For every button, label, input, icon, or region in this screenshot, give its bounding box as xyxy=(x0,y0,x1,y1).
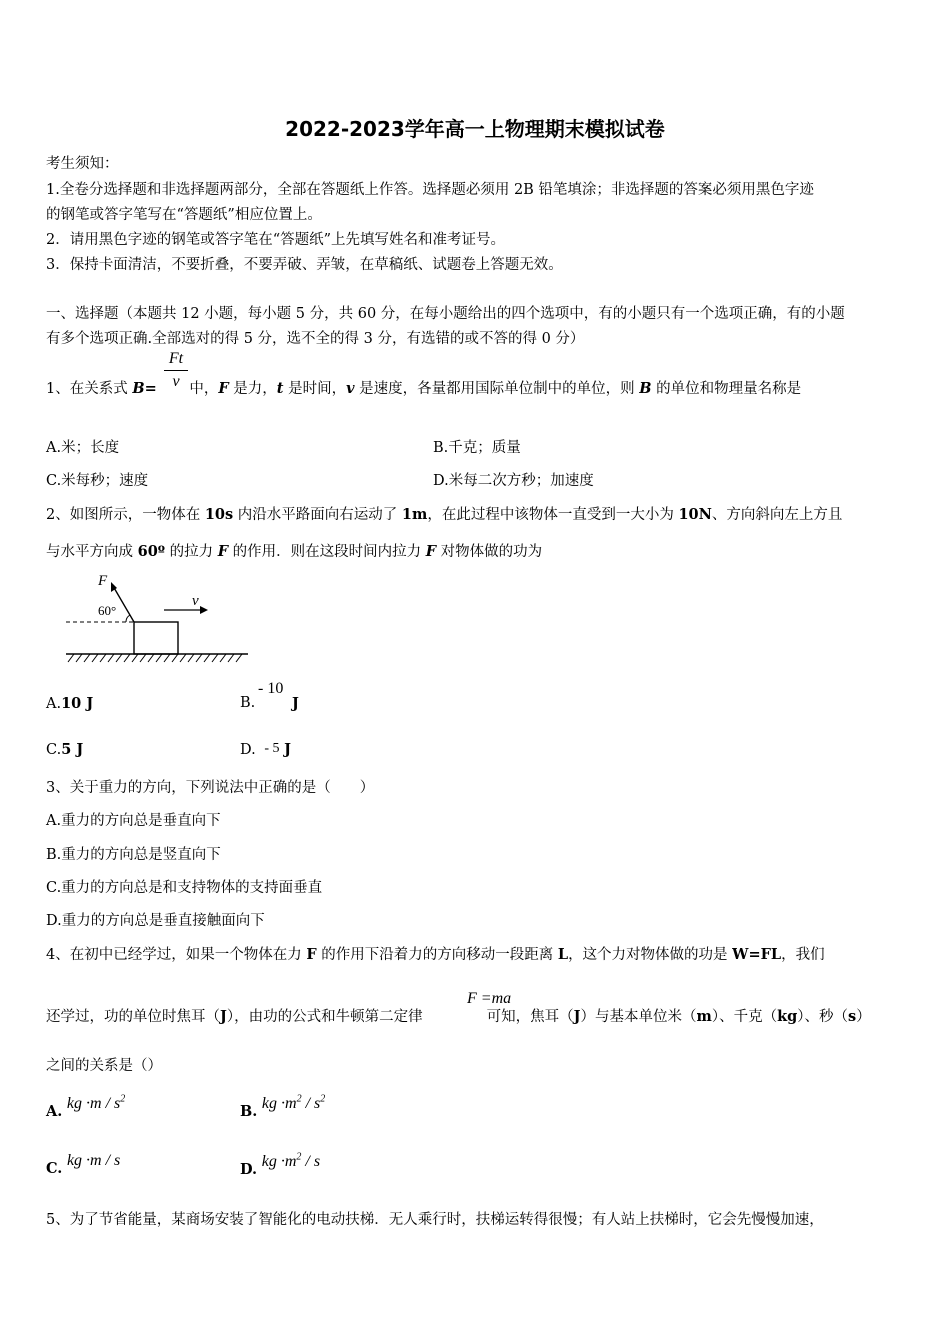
q1-option-c: C.米每秒；速度 xyxy=(46,473,149,489)
q2-text-b: 内沿水平路面向右运动了 xyxy=(233,507,402,523)
q4-text-b: 的作用下沿着力的方向移动一段距离 xyxy=(316,947,558,963)
q4-option-d-text1: kg ·m xyxy=(261,1153,297,1171)
q1-var-b: B xyxy=(639,380,652,397)
velocity-arrow-head xyxy=(200,606,208,614)
ground-hatching xyxy=(68,654,242,662)
q4-stem-line-3: 之间的关系是（） xyxy=(46,1058,162,1074)
q1-mid2: 是力， xyxy=(228,381,277,397)
q2-time: 10s xyxy=(204,506,234,523)
q3-stem: 3、关于重力的方向，下列说法中正确的是（ ） xyxy=(46,780,375,796)
q2-option-d-number: - 5 xyxy=(264,741,280,756)
q1-prefix: 1、在关系式 xyxy=(46,381,133,397)
q1-suffix: 的单位和物理量名称是 xyxy=(651,381,802,397)
q2-option-c-label: C. xyxy=(46,742,62,758)
q2-stem-line-2 xyxy=(46,540,542,561)
page-title: 2022-2023学年高一上物理期末模拟试卷 xyxy=(285,117,665,141)
q1-option-d: D.米每二次方秒；加速度 xyxy=(433,473,594,489)
q4-option-b-text1: kg ·m xyxy=(261,1095,297,1113)
q4-var-l: L xyxy=(557,946,569,963)
q1-fraction-denominator: v xyxy=(172,373,180,390)
q4-option-d-sup1: 2 xyxy=(296,1152,302,1163)
notice-heading: 考生须知： xyxy=(46,156,119,172)
q4-text-g: 可知，焦耳（ xyxy=(486,1009,574,1025)
q2-option-d-label: D. xyxy=(240,742,256,758)
q1-b-eq: B= xyxy=(132,380,157,397)
q4-option-b-text2: / s xyxy=(301,1095,321,1113)
q2-text-c: ，在此过程中该物体一直受到一大小为 xyxy=(427,507,679,523)
section-heading-line-1: 一、选择题（本题共 12 小题，每小题 5 分，共 60 分，在每小题给出的四个选项中，有的小题只有一个选项正确，有的小题 xyxy=(46,306,845,322)
q2-option-a-label: A. xyxy=(46,696,62,712)
q4-option-b-sup1: 2 xyxy=(296,1094,302,1105)
q1-mid3: 是时间， xyxy=(283,381,347,397)
notice-line-1: 1.全卷分选择题和非选择题两部分，全部在答题纸上作答。选择题必须用 2B 铅笔填涂；非选择题的答案必须用黑色字迹 xyxy=(46,182,814,198)
q4-var-f: F xyxy=(306,946,317,963)
notice-line-2: 的钢笔或答字笔写在“答题纸”相应位置上。 xyxy=(46,207,322,223)
q3-option-d: D.重力的方向总是垂直接触面向下 xyxy=(46,913,265,929)
q2-option-d xyxy=(240,741,291,759)
q4-text-c: ，这个力对物体做的功是 xyxy=(568,947,733,963)
q4-work-formula: W=FL xyxy=(732,946,782,963)
q2-text-d: 、方向斜向左上方且 xyxy=(711,507,843,523)
q2-option-c xyxy=(46,741,83,758)
q4-option-b-expr xyxy=(262,1095,325,1112)
q4-unit-s: s xyxy=(848,1008,857,1025)
q4-unit-j2: J xyxy=(573,1008,581,1025)
q2-distance: 1m xyxy=(401,506,428,523)
q4-text-h: ）与基本单位米（ xyxy=(580,1009,697,1025)
q4-option-a-expr xyxy=(67,1095,125,1112)
q4-stem-line-2 xyxy=(46,1005,871,1026)
q2-option-d-unit: J xyxy=(284,741,291,758)
q4-text-d: ，我们 xyxy=(781,947,825,963)
angle-arc xyxy=(126,615,130,622)
q2-option-a-value: 10 J xyxy=(61,695,94,712)
q4-unit-kg: kg xyxy=(777,1008,798,1025)
q1-stem xyxy=(46,377,801,398)
q2-var-f: F xyxy=(217,543,229,560)
q3-option-a: A.重力的方向总是垂直向下 xyxy=(46,813,221,829)
q4-unit-j1: J xyxy=(220,1008,227,1025)
q5-stem-line-1: 5、为了节省能量，某商场安装了智能化的电动扶梯．无人乘行时，扶梯运转得很慢；有人站上扶梯时，它会先慢慢加速， xyxy=(46,1212,824,1228)
q4-text-j: ）、秒（ xyxy=(797,1009,849,1025)
q4-option-b xyxy=(240,1094,326,1121)
q4-formula-text: F =ma xyxy=(467,990,512,1007)
q1-mid4: 是速度，各量都用国际单位制中的单位，则 xyxy=(354,381,640,397)
q4-unit-m: m xyxy=(696,1008,712,1025)
q2-text-a: 2、如图所示，一物体在 xyxy=(46,507,205,523)
q2-stem-line-1 xyxy=(46,503,842,524)
q2-option-a xyxy=(46,695,93,712)
q4-text-f: ），由功的公式和牛顿第二定律 xyxy=(226,1009,423,1025)
q2-option-b-number: - 10 xyxy=(258,680,284,697)
q3-option-c: C.重力的方向总是和支持物体的支持面垂直 xyxy=(46,880,323,896)
block xyxy=(134,622,178,654)
q4-option-c xyxy=(46,1152,121,1177)
q4-option-c-expr: kg ·m / s xyxy=(66,1152,121,1169)
q2-option-b-unit: J xyxy=(292,695,299,712)
q4-text-i: ）、千克（ xyxy=(711,1009,778,1025)
q4-option-a-text: kg ·m / s xyxy=(66,1095,121,1113)
notice-line-3: 2．请用黑色字迹的钢笔或答字笔在“答题纸”上先填写姓名和准考证号。 xyxy=(46,232,506,248)
q4-option-d-label: D. xyxy=(240,1161,258,1179)
q4-option-a-label: A. xyxy=(46,1103,63,1121)
q1-option-b: B.千克；质量 xyxy=(433,440,521,456)
q4-option-c-label: C. xyxy=(46,1160,63,1177)
q2-angle: 60º xyxy=(137,543,166,560)
q1-var-t: t xyxy=(276,380,284,397)
q2-figure xyxy=(56,568,256,668)
angle-label: 60° xyxy=(98,603,117,618)
q4-text-a: 4、在初中已经学过，如果一个物体在力 xyxy=(46,947,307,963)
section-heading-line-2: 有多个选项正确.全部选对的得 5 分，选不全的得 3 分，有选错的或不答的得 0 分） xyxy=(46,331,585,347)
q2-option-c-value: 5 J xyxy=(61,741,84,758)
q2-var-f2: F xyxy=(425,543,437,560)
q2-text-g: 的作用．则在这段时间内拉力 xyxy=(228,544,426,560)
q2-text-e: 与水平方向成 xyxy=(46,544,138,560)
q4-stem-line-1 xyxy=(46,943,825,964)
q4-option-a xyxy=(46,1094,126,1121)
q4-option-b-sup2: 2 xyxy=(320,1094,326,1105)
q3-option-b: B.重力的方向总是竖直向下 xyxy=(46,847,221,863)
q4-text-e: 还学过，功的单位时焦耳（ xyxy=(46,1009,220,1025)
q4-option-b-label: B. xyxy=(240,1103,258,1121)
force-label: F xyxy=(98,573,108,589)
q4-option-d-expr xyxy=(262,1153,320,1170)
q2-text-f: 的拉力 xyxy=(165,544,218,560)
q2-option-b-label: B. xyxy=(240,695,256,711)
q1-fraction-numerator: Ft xyxy=(168,350,184,367)
q2-force: 10N xyxy=(678,506,712,523)
q4-text-k: ） xyxy=(856,1009,871,1025)
q4-option-d-text2: / s xyxy=(301,1153,321,1171)
q1-var-v: v xyxy=(346,380,355,397)
velocity-label: v xyxy=(192,593,199,609)
q1-option-a: A.米；长度 xyxy=(46,440,120,456)
q2-option-b xyxy=(240,680,299,712)
q2-text-h: 对物体做的功为 xyxy=(436,544,543,560)
q4-option-a-sup: 2 xyxy=(120,1094,126,1105)
q4-option-d xyxy=(240,1152,321,1179)
notice-line-4: 3．保持卡面清洁，不要折叠，不要弄破、弄皱，在草稿纸、试题卷上答题无效。 xyxy=(46,257,563,273)
q1-fraction-bar xyxy=(164,370,188,371)
q1-mid1: 中， xyxy=(184,381,219,397)
q1-var-f: F xyxy=(218,380,229,397)
